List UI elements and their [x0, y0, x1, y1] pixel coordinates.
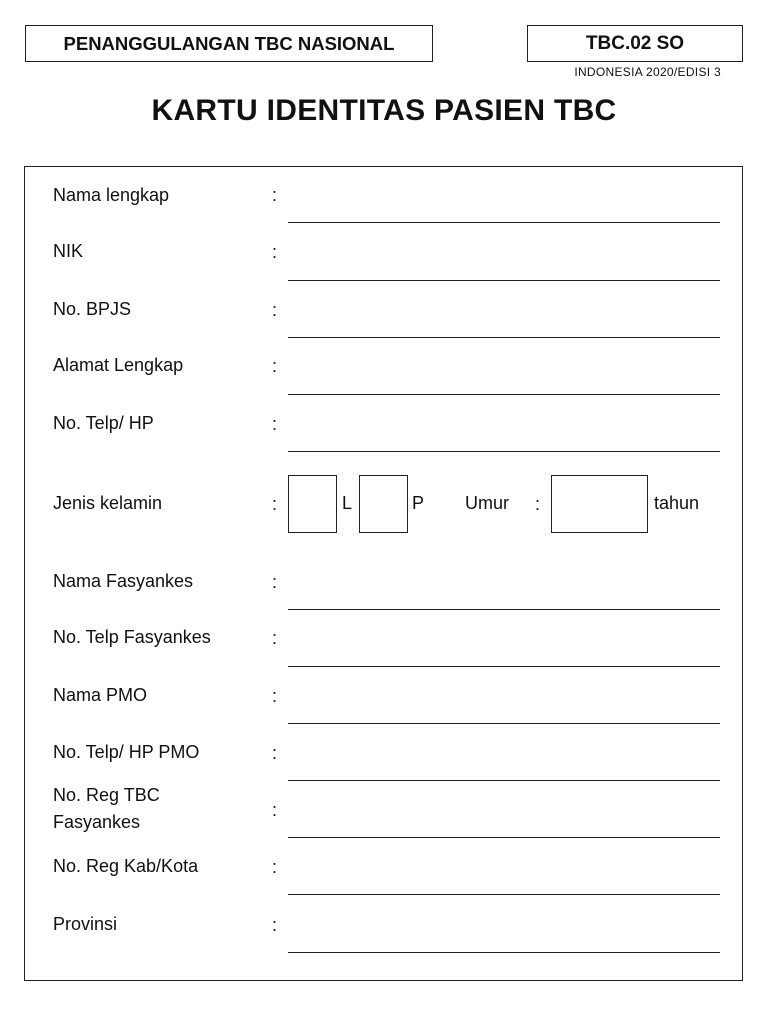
label-no-telp: No. Telp/ HP [53, 413, 154, 433]
colon: : [272, 743, 278, 763]
checkbox-male[interactable] [288, 475, 337, 533]
label-alamat-lengkap: Alamat Lengkap [53, 355, 184, 375]
age-unit-label: tahun [654, 493, 700, 513]
program-title: PENANGGULANGAN TBC NASIONAL [63, 32, 395, 54]
colon: : [272, 800, 278, 820]
colon: : [272, 414, 278, 434]
colon: : [272, 185, 278, 205]
label-telp-pmo: No. Telp/ HP PMO [53, 742, 200, 762]
colon: : [272, 857, 278, 877]
label-nama-fasyankes: Nama Fasyankes [53, 571, 194, 591]
label-jenis-kelamin: Jenis kelamin [53, 493, 163, 513]
colon: : [272, 628, 278, 648]
program-title-box [25, 25, 433, 62]
male-label: L [342, 493, 353, 513]
label-reg-tbc-line1: No. Reg TBC [53, 785, 160, 805]
field-line-telp-fasyankes[interactable] [288, 666, 720, 667]
field-line-provinsi[interactable] [288, 952, 720, 953]
field-line-alamat-lengkap[interactable] [288, 394, 720, 395]
field-line-no-bpjs[interactable] [288, 337, 720, 338]
page-title: KARTU IDENTITAS PASIEN TBC [151, 94, 617, 127]
colon: : [272, 572, 278, 592]
label-no-bpjs: No. BPJS [53, 299, 132, 319]
checkbox-female[interactable] [359, 475, 408, 533]
female-label: P [412, 493, 425, 513]
colon: : [272, 242, 278, 262]
form-code: TBC.02 SO [585, 32, 685, 54]
colon: : [272, 686, 278, 706]
field-line-nama-lengkap[interactable] [288, 222, 720, 223]
colon: : [272, 915, 278, 935]
label-reg-kab: No. Reg Kab/Kota [53, 856, 199, 876]
label-telp-fasyankes: No. Telp Fasyankes [53, 627, 211, 647]
label-provinsi: Provinsi [53, 914, 118, 934]
field-line-reg-kab[interactable] [288, 894, 720, 895]
field-line-reg-tbc[interactable] [288, 837, 720, 838]
label-reg-tbc-line2: Fasyankes [53, 812, 141, 832]
form-code-box [527, 25, 743, 62]
field-line-nik[interactable] [288, 280, 720, 281]
colon: : [272, 300, 278, 320]
age-label: Umur [465, 493, 509, 513]
field-line-no-telp[interactable] [288, 451, 720, 452]
edition-label: INDONESIA 2020/EDISI 3 [574, 65, 721, 79]
age-input-box[interactable] [551, 475, 648, 533]
colon: : [272, 494, 278, 514]
label-nama-lengkap: Nama lengkap [53, 185, 170, 205]
label-nama-pmo: Nama PMO [53, 685, 148, 705]
field-line-nama-pmo[interactable] [288, 723, 720, 724]
colon: : [535, 494, 541, 514]
colon: : [272, 356, 278, 376]
field-line-telp-pmo[interactable] [288, 780, 720, 781]
label-nik: NIK [53, 241, 84, 261]
field-line-nama-fasyankes[interactable] [288, 609, 720, 610]
